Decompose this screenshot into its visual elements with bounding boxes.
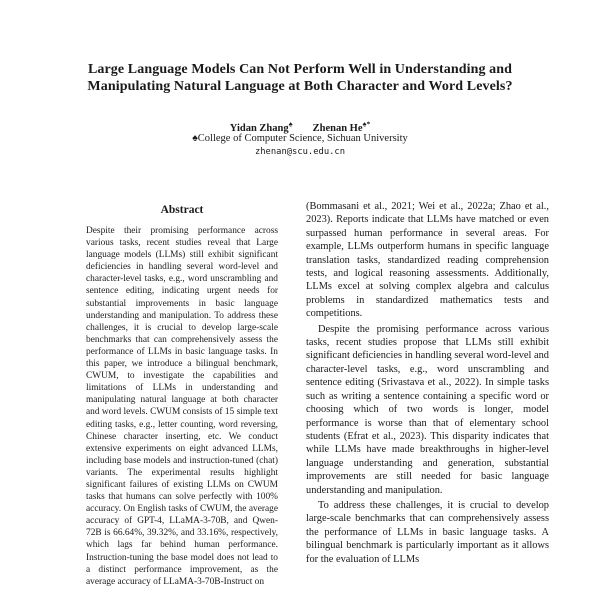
author-line <box>0 119 600 134</box>
author-1-name: Yidan Zhang <box>229 122 289 134</box>
intro-paragraph-2: Despite the promising performance across various tasks, recent studies propose that LLMs still exhibit significant deficiencies in handling several word-level and character-level tasks, e.g., word unscrambling and sentence editing (Srivastava et al., 2022). In simple tasks such as writing a sentence containing a specific word or choosing which of two words is longer, model performance is worse than that of elementary school students (Efrat et al., 2023). This disparity indicates that while LLMs have made breakthroughs in higher-level language understanding and generation, substantial improvements are still needed for basic language understanding and manipulation. <box>306 323 549 496</box>
author-2-marker: ♠* <box>362 119 371 128</box>
author-2-name: Zhenan He <box>312 122 363 134</box>
paper-title-line-2: Manipulating Natural Language at Both Character and Word Levels? <box>87 79 513 94</box>
abstract-body: Despite their promising performance across various tasks, recent studies reveal that Large language models (LLMs) still exhibit significant deficiencies in handling several word-level and character-level tasks, e.g., word unscrambling and sentence editing, indicating urgent needs for substantial improvements in basic language understanding and manipulation. To address these challenges, it is crucial to develop large-scale benchmarks that can comprehensively assess the performance of LLMs in basic language tasks. In this paper, we introduce a bilingual benchmark, CWUM, to investigate the capabilities and limitations of LLMs in understanding and manipulating natural language at both character and word levels. CWUM consists of 15 simple text editing tasks, e.g., letter counting, word reversing, Chinese character inserting, etc. We conduct extensive experiments on eight advanced LLMs, including base models and instruction-tuned (chat) variants. The experimental results highlight significant failures of existing LLMs on CWUM tasks that humans can solve perfectly with 100% accuracy. On English tasks of CWUM, the average accuracy of GPT-4, LLaMA-3-70B, and Qwen-72B is 66.64%, 39.32%, and 33.16%, respectively, which lags far behind human performance. Instruction-tuning the base model does not lead to a distinct performance improvement, as the average accuracy of LLaMA-3-70B-Instruct on <box>86 226 278 587</box>
left-column <box>86 204 278 588</box>
abstract-heading: Abstract <box>160 204 204 216</box>
intro-paragraph-3: To address these challenges, it is crucial to develop large-scale benchmarks that can comprehensively assess the performance of LLMs in basic language tasks. A bilingual benchmark is particularly important as it allows for the evaluation of LLMs <box>306 499 549 565</box>
intro-paragraph-1: (Bommasani et al., 2021; Wei et al., 2022a; Zhao et al., 2023). Reports indicate that LLMs have matched or even surpassed human performance in several areas. For example, LLMs outperform humans in specific language translation tasks, standardized reading comprehension tests, and logical reasoning assessments. Additionally, LLMs excel at solving complex algebra and calculus problems in standardized mathematics tests and competitions. <box>306 201 549 320</box>
author-2 <box>312 119 371 134</box>
author-1-marker: ♠ <box>288 119 293 128</box>
paper-title-line-1: Large Language Models Can Not Perform Well in Understanding and <box>87 62 513 77</box>
right-column <box>306 200 549 568</box>
contact-email: zhenan@scu.edu.cn <box>254 147 346 157</box>
paper-title <box>40 61 560 95</box>
author-1 <box>229 119 293 134</box>
affiliation: ♠College of Computer Science, Sichuan University <box>192 133 408 144</box>
